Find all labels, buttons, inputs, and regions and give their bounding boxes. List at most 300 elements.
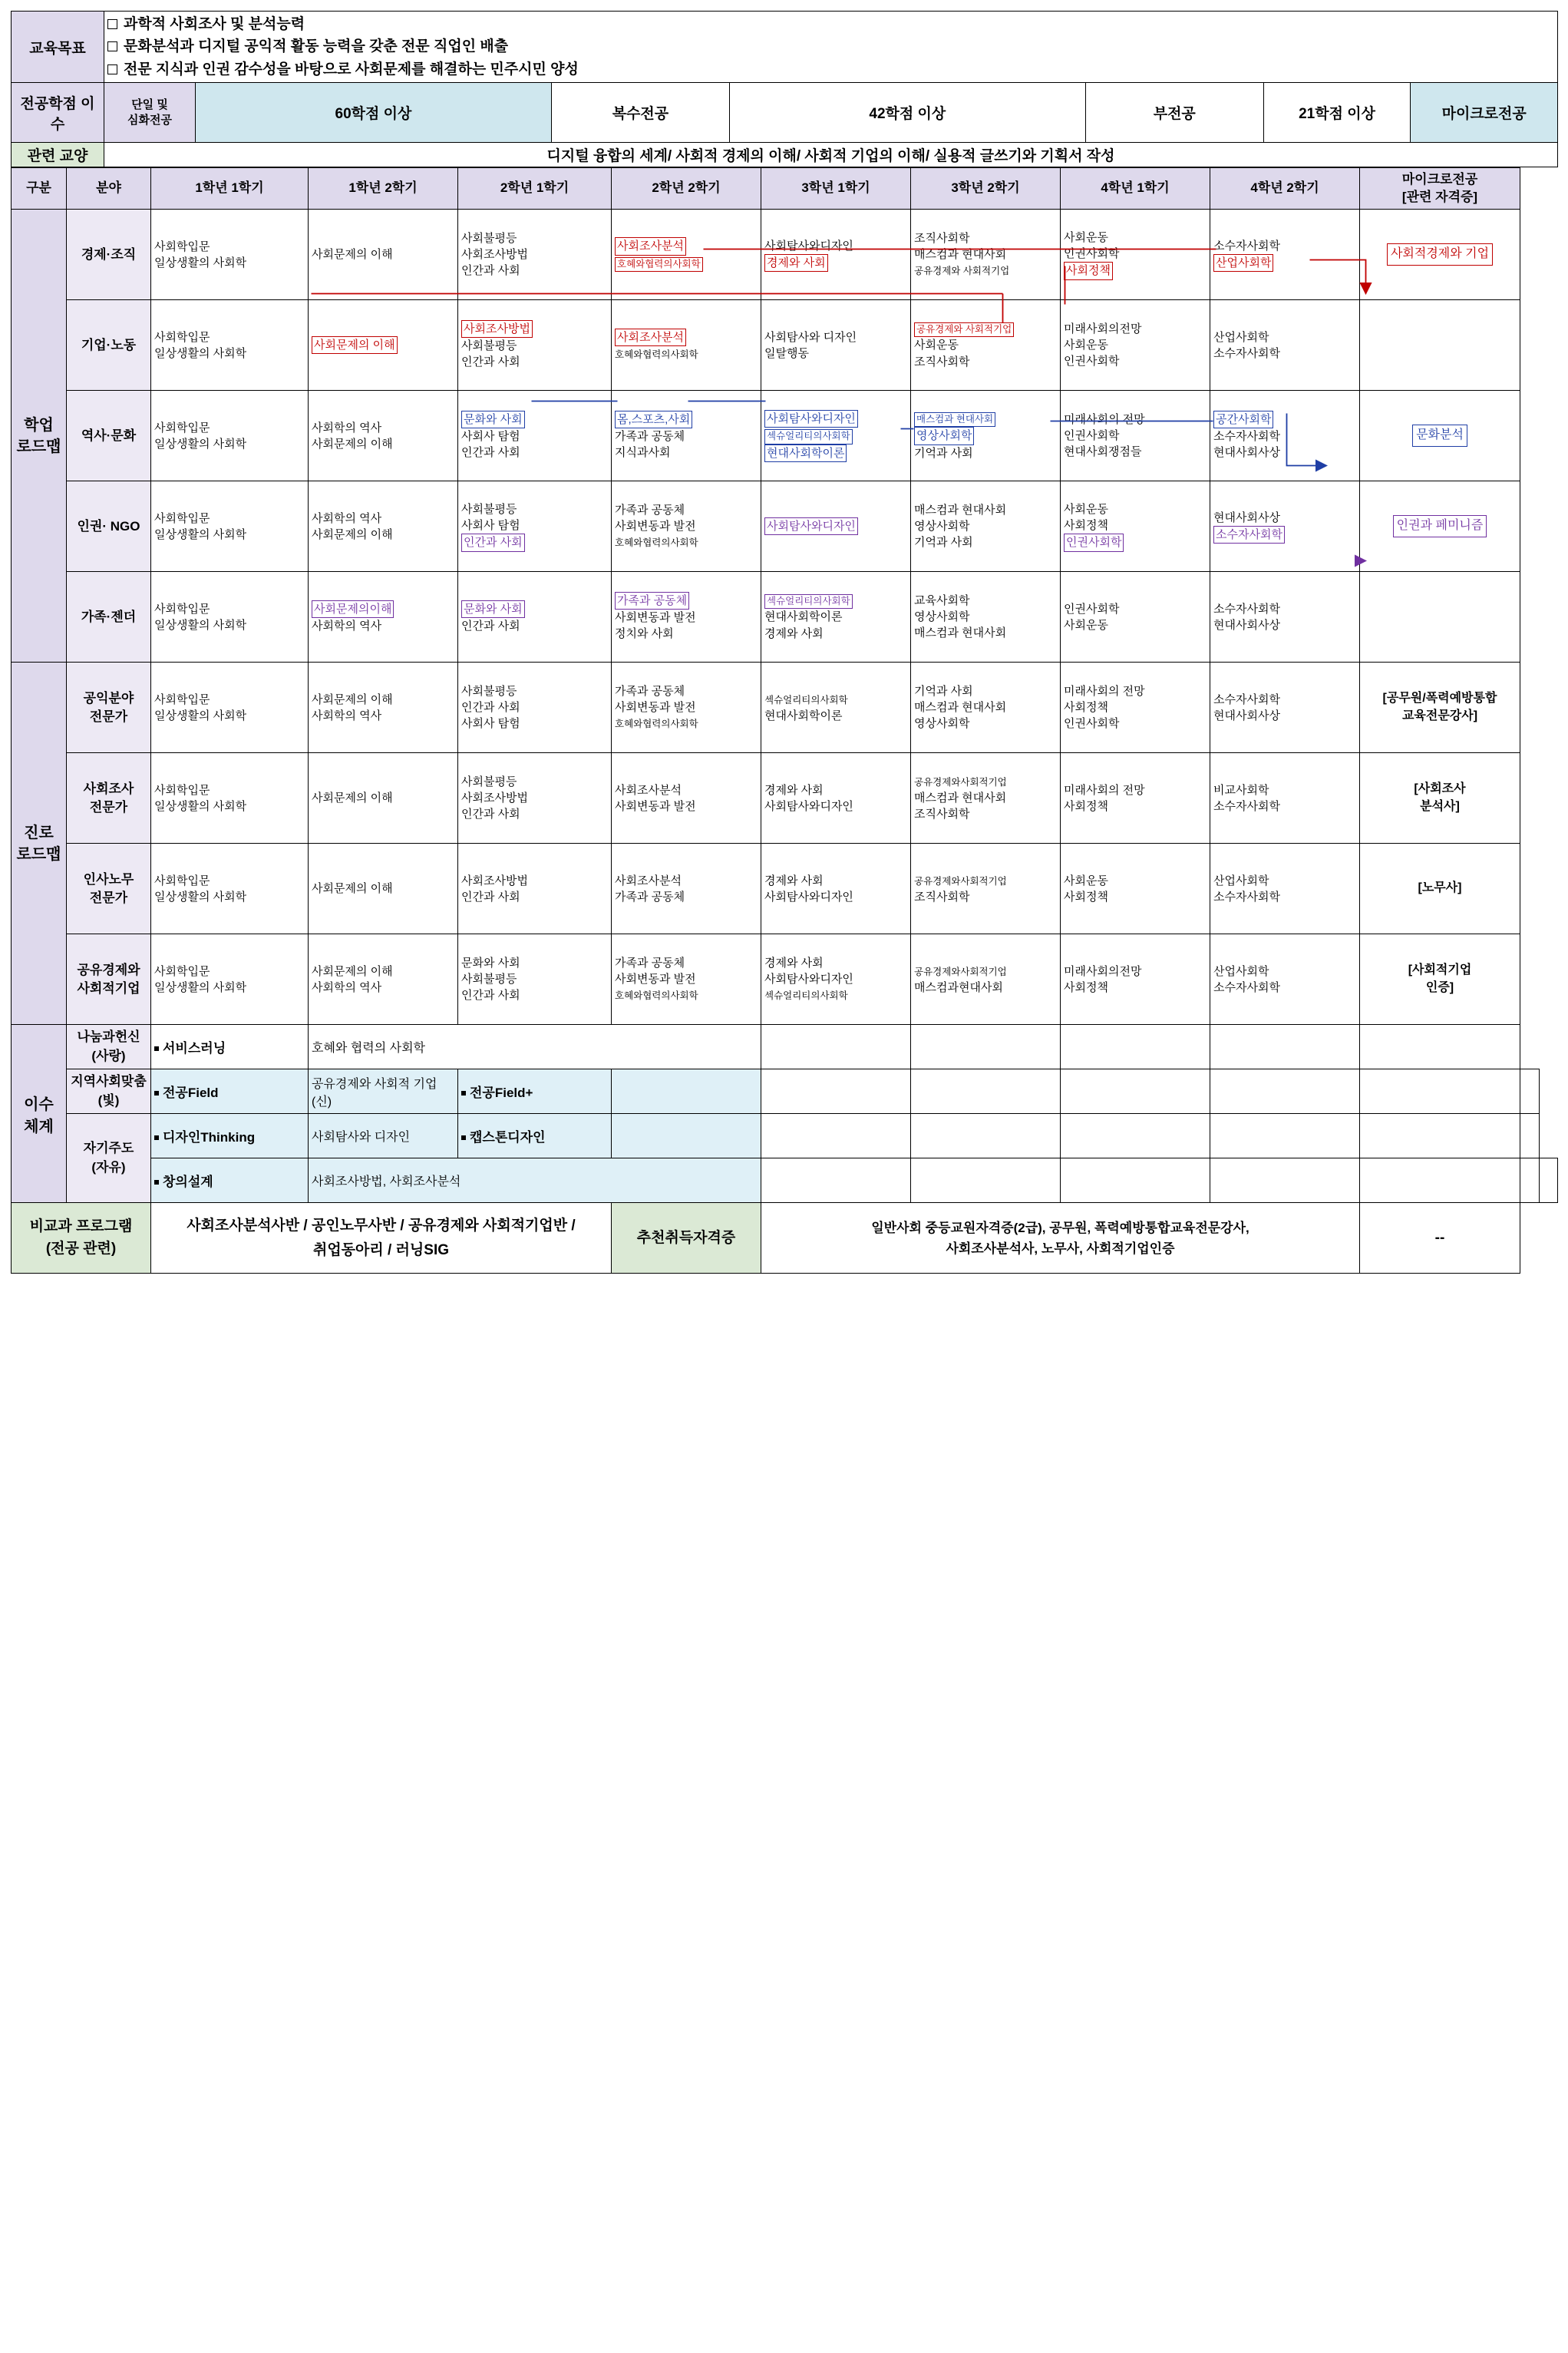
- course-item: [764, 517, 907, 535]
- course-label: 공유경제와 사회적기업: [914, 322, 1014, 338]
- course-cell: [1210, 572, 1360, 663]
- course-item: [615, 428, 758, 444]
- course-item: [1213, 444, 1356, 461]
- course-label: 기억과 사회: [914, 536, 973, 550]
- micro-major-cell: [1360, 300, 1520, 391]
- course-item: [914, 411, 1057, 428]
- course-label: 사회학입문: [154, 330, 210, 344]
- course-label: 사회학입문: [154, 874, 210, 887]
- course-item: [914, 683, 1057, 699]
- table-row: [12, 300, 1558, 391]
- course-item: [461, 517, 608, 534]
- course-item: [461, 230, 608, 246]
- course-label: 사회탐사와디자인: [764, 517, 858, 535]
- course-cell: [309, 300, 458, 391]
- certification-cell: [사회적기업 인증]: [1360, 934, 1520, 1025]
- course-label: 인권사회학: [1064, 534, 1124, 551]
- course-label: 매스컴과 현대사회: [914, 791, 1007, 805]
- table-row: [12, 481, 1558, 572]
- course-label: 사회조사분석: [615, 237, 686, 255]
- career-field-label: 공유경제와 사회적기업: [67, 934, 151, 1025]
- course-label: 호혜와협력의사회학: [615, 537, 698, 549]
- recommended-certification-label: 추천취득자격증: [612, 1203, 761, 1274]
- course-label: 호혜와협력의사회학: [615, 349, 698, 360]
- credit-name-0: 복수전공: [551, 83, 729, 143]
- course-item: [1213, 345, 1356, 362]
- course-label: 현대사회사상: [1213, 511, 1280, 524]
- course-label: 사회문제의 이해: [312, 437, 393, 451]
- micro-major-badge: 사회적경제와 기업: [1387, 243, 1493, 266]
- course-label: 사회탐사와디자인: [764, 890, 853, 904]
- course-item: [914, 593, 1057, 609]
- course-label: 사회문제의이해: [312, 600, 394, 618]
- course-item: [914, 246, 1057, 263]
- course-cell: [151, 934, 309, 1025]
- system-program-courses: 호혜와 협력의 사회학: [309, 1025, 761, 1069]
- course-label: 사회불평등: [461, 339, 517, 353]
- checkbox-icon: [107, 41, 117, 51]
- course-label: 사회변동과 발전: [615, 701, 696, 715]
- course-label: 사회문제의 이해: [312, 336, 398, 354]
- table-row: [12, 391, 1558, 481]
- bullet-icon: [154, 1135, 159, 1140]
- table-row: [12, 663, 1558, 753]
- roadmap-overlay-wrapper: [11, 167, 1560, 1274]
- course-label: 미래사회의 전망: [1064, 412, 1145, 426]
- course-item: [615, 715, 758, 732]
- course-cell: [1061, 663, 1210, 753]
- course-label: 매스컴과 현대사회: [914, 248, 1007, 262]
- course-label: 가족과 공동체: [615, 503, 685, 517]
- course-item: [461, 715, 608, 732]
- course-item: [914, 699, 1057, 715]
- empty-cell: [911, 1158, 1061, 1203]
- course-label: 사회조사분석: [615, 783, 682, 797]
- course-label: 미래사회의 전망: [1064, 684, 1145, 698]
- course-cell: [309, 844, 458, 934]
- career-field-label: 사회조사 전문가: [67, 753, 151, 844]
- course-cell: [458, 844, 612, 934]
- course-label: 사회조사분석: [615, 874, 682, 887]
- table-row: [12, 753, 1558, 844]
- major-credit-label: 전공학점 이수: [12, 83, 104, 143]
- empty-cell: [1360, 1025, 1520, 1069]
- course-label: 매스컴과 현대사회: [914, 412, 995, 428]
- course-label: 현대사회학이론: [764, 610, 843, 624]
- course-label: 소수자사회학: [1213, 239, 1280, 253]
- table-row: [12, 572, 1558, 663]
- course-item: [312, 881, 454, 897]
- course-item: [914, 502, 1057, 518]
- course-label: 사회탐사와디자인: [764, 410, 858, 428]
- career-roadmap-body: [12, 663, 1558, 1025]
- course-cell: [309, 481, 458, 572]
- course-item: [1064, 411, 1207, 428]
- course-item: [615, 329, 758, 346]
- course-cell: [458, 753, 612, 844]
- course-cell: [309, 663, 458, 753]
- course-item: [154, 963, 305, 980]
- course-item: [764, 955, 907, 971]
- course-label: 영상사회학: [914, 717, 970, 731]
- course-item: [312, 436, 454, 452]
- course-item: [764, 708, 907, 724]
- system-program-courses: [612, 1114, 761, 1158]
- course-label: 일상생활의 사회학: [154, 618, 247, 632]
- table-row: [12, 844, 1558, 934]
- course-item: [764, 873, 907, 889]
- course-cell: [1061, 572, 1210, 663]
- course-label: 일상생활의 사회학: [154, 980, 247, 994]
- course-item: [764, 971, 907, 987]
- course-item: [1064, 963, 1207, 980]
- course-cell: [612, 753, 761, 844]
- group-label-career: 진로 로드맵: [12, 663, 67, 1025]
- course-label: 산업사회학: [1213, 874, 1269, 887]
- course-label: 사회탐사와디자인: [764, 973, 853, 986]
- course-label: 인간과 사회: [461, 619, 520, 633]
- course-item: [914, 230, 1057, 246]
- course-cell: [612, 663, 761, 753]
- empty-cell: [1210, 1158, 1360, 1203]
- course-item: [1064, 428, 1207, 444]
- header-micro-major: 마이크로전공 [관련 자격증]: [1360, 168, 1520, 210]
- course-item: [914, 321, 1057, 338]
- course-item: [154, 420, 305, 436]
- course-item: [1064, 353, 1207, 369]
- course-cell: [612, 572, 761, 663]
- course-label: 사회변동과 발전: [615, 611, 696, 625]
- course-label: 섹슈얼리티의사회학: [764, 429, 853, 444]
- header-sem-4-2: 4학년 2학기: [1210, 168, 1360, 210]
- course-label: 문화와 사회: [461, 956, 520, 970]
- course-item: [154, 980, 305, 996]
- empty-cell: [761, 1158, 911, 1203]
- course-item: [1213, 980, 1356, 996]
- course-label: 경제와 사회: [764, 956, 824, 970]
- course-label: 사회정책: [1064, 890, 1108, 904]
- course-label: 사회변동과 발전: [615, 973, 696, 986]
- course-label: 호혜와협력의사회학: [615, 719, 698, 730]
- micro-major-cell: [1360, 572, 1520, 663]
- course-item: [1213, 963, 1356, 980]
- course-label: 영상사회학: [914, 520, 970, 534]
- system-program-courses: 사회탐사와 디자인: [309, 1114, 458, 1158]
- course-cell: [458, 934, 612, 1025]
- course-label: 사회조사방법: [461, 248, 528, 262]
- goal-item: 문화분석과 디지털 공익적 활동 능력을 갖춘 전문 직업인 배출: [124, 38, 509, 55]
- course-item: [615, 873, 758, 889]
- course-label: 공유경제와사회적기업: [914, 875, 1007, 887]
- course-label: 가족과 공동체: [615, 430, 685, 444]
- course-label: 사회운동: [1064, 618, 1108, 632]
- checkbox-icon: [107, 19, 117, 29]
- course-cell: [151, 572, 309, 663]
- course-item: [312, 420, 454, 436]
- course-cell: [612, 391, 761, 481]
- course-item: [615, 444, 758, 461]
- course-cell: [1061, 934, 1210, 1025]
- course-label: 사회문제의 이해: [312, 882, 393, 896]
- course-item: [1064, 246, 1207, 262]
- course-item: [154, 255, 305, 271]
- course-label: 인권사회학: [1064, 247, 1120, 261]
- course-item: [1064, 889, 1207, 905]
- course-label: 조직사회학: [914, 231, 970, 245]
- field-label: 경제·조직: [67, 210, 151, 300]
- header-sem-2-2: 2학년 2학기: [612, 168, 761, 210]
- course-item: [312, 790, 454, 806]
- course-item: [764, 987, 907, 1003]
- course-label: 인간과 사회: [461, 989, 520, 1003]
- no-value-cell: --: [1360, 1203, 1520, 1274]
- course-item: [1064, 782, 1207, 798]
- field-label: 기업·노동: [67, 300, 151, 391]
- course-cell: [612, 210, 761, 300]
- course-label: 소수자사회학: [1213, 890, 1280, 904]
- course-item: [154, 527, 305, 543]
- course-item: [1064, 617, 1207, 633]
- course-item: [154, 798, 305, 815]
- course-label: 일상생활의 사회학: [154, 527, 247, 541]
- course-item: [461, 320, 608, 338]
- course-label: 현대사회사상: [1213, 446, 1280, 460]
- course-cell: [911, 753, 1061, 844]
- course-cell: [911, 300, 1061, 391]
- course-item: [764, 626, 907, 642]
- course-label: 가족과 공동체: [615, 890, 685, 904]
- course-label: 사회조사방법: [461, 874, 528, 887]
- course-item: [764, 692, 907, 708]
- course-item: [914, 625, 1057, 641]
- course-item: [1213, 692, 1356, 708]
- course-cell: [761, 572, 911, 663]
- empty-cell: [1520, 1114, 1540, 1158]
- course-label: 가족과 공동체: [615, 684, 685, 698]
- course-cell: [911, 844, 1061, 934]
- course-item: [312, 336, 454, 354]
- course-item: [1064, 699, 1207, 715]
- recommended-certification-value: 일반사회 중등교원자격증(2급), 공무원, 폭력예방통합교육전문강사, 사회조사분석사, 노무사, 사회적기업인증: [761, 1203, 1360, 1274]
- header-field: 분야: [67, 168, 151, 210]
- course-item: [1064, 534, 1207, 551]
- course-label: 미래사회의전망: [1064, 964, 1142, 978]
- course-cell: [151, 753, 309, 844]
- system-program-key: 전공Field: [151, 1069, 309, 1114]
- course-label: 사회운동: [914, 339, 959, 352]
- course-cell: [612, 934, 761, 1025]
- course-label: 사회운동: [1064, 230, 1108, 244]
- course-label: 현대사회학이론: [764, 709, 843, 722]
- course-label: 사회불평등: [461, 775, 517, 788]
- course-label: 현대사회학이론: [764, 444, 847, 462]
- course-item: [1064, 873, 1207, 889]
- course-item: [1064, 980, 1207, 996]
- course-cell: [1210, 300, 1360, 391]
- course-item: [1064, 517, 1207, 534]
- course-item: [461, 263, 608, 279]
- course-label: 사회학입문: [154, 692, 210, 706]
- course-label: 사회조사방법: [461, 320, 533, 338]
- course-item: [312, 246, 454, 263]
- course-cell: [458, 210, 612, 300]
- course-label: 현대사회사상: [1213, 709, 1280, 722]
- course-item: [615, 626, 758, 642]
- course-label: 인간과 사회: [461, 808, 520, 821]
- course-item: [461, 987, 608, 1003]
- course-item: [461, 955, 608, 971]
- empty-cell: [911, 1069, 1061, 1114]
- course-label: 사회운동: [1064, 502, 1108, 516]
- course-item: [461, 534, 608, 551]
- table-row: [12, 1114, 1558, 1158]
- course-item: [312, 692, 454, 708]
- course-cell: [309, 934, 458, 1025]
- course-item: [615, 889, 758, 905]
- empty-cell: [1210, 1025, 1360, 1069]
- certification-cell: [사회조사 분석사]: [1360, 753, 1520, 844]
- course-label: 사회불평등: [461, 231, 517, 245]
- course-item: [615, 987, 758, 1003]
- course-item: [1064, 444, 1207, 460]
- course-item: [154, 345, 305, 362]
- course-label: 인간과 사회: [461, 446, 520, 460]
- course-item: [461, 338, 608, 354]
- course-label: 사회탐사와디자인: [764, 239, 853, 253]
- course-item: [461, 806, 608, 822]
- course-cell: [151, 300, 309, 391]
- course-label: 사회문제의 이해: [312, 248, 393, 262]
- course-item: [914, 889, 1057, 905]
- course-label: 몸,스포츠,사회: [615, 411, 692, 428]
- course-cell: [151, 391, 309, 481]
- course-item: [312, 511, 454, 527]
- course-label: 경제와 사회: [764, 783, 824, 797]
- empty-cell: [761, 1069, 911, 1114]
- course-label: 사회정책: [1064, 519, 1108, 533]
- course-label: 사회학의 역사: [312, 619, 382, 633]
- career-field-label: 공익분야 전문가: [67, 663, 151, 753]
- course-item: [312, 527, 454, 543]
- course-item: [312, 618, 454, 634]
- course-item: [764, 329, 907, 345]
- course-item: [154, 601, 305, 617]
- course-label: 사회학입문: [154, 421, 210, 435]
- course-item: [154, 708, 305, 724]
- system-program-courses: 사회조사방법, 사회조사분석: [309, 1158, 761, 1203]
- empty-cell: [1210, 1069, 1360, 1114]
- course-item: [461, 889, 608, 905]
- course-cell: [612, 300, 761, 391]
- course-label: 조직사회학: [914, 808, 970, 821]
- course-label: 일상생활의 사회학: [154, 799, 247, 813]
- course-item: [1213, 708, 1356, 724]
- course-label: 경제와 사회: [764, 254, 828, 272]
- course-item: [461, 971, 608, 987]
- course-label: 산업사회학: [1213, 330, 1269, 344]
- course-cell: [151, 481, 309, 572]
- credit-value-0: 60학점 이상: [196, 83, 552, 143]
- education-goal-table: [11, 11, 1558, 167]
- course-item: [312, 708, 454, 724]
- course-label: 소수자사회학: [1213, 430, 1280, 444]
- course-item: [1064, 262, 1207, 279]
- course-label: 사회학입문: [154, 511, 210, 525]
- checkbox-icon: [107, 64, 117, 74]
- system-category-label: 자기주도 (자유): [67, 1114, 151, 1203]
- header-division: 구분: [12, 168, 67, 210]
- course-label: 소수자사회학: [1213, 602, 1280, 616]
- credit-value-1: 42학점 이상: [729, 83, 1085, 143]
- course-label: 문화와 사회: [461, 411, 525, 428]
- course-item: [1064, 683, 1207, 699]
- course-item: [615, 683, 758, 699]
- course-item: [461, 501, 608, 517]
- bullet-icon: [154, 1046, 159, 1051]
- empty-cell: [761, 1025, 911, 1069]
- course-item: [764, 410, 907, 428]
- course-item: [1213, 601, 1356, 617]
- course-cell: [761, 844, 911, 934]
- course-item: [764, 444, 907, 462]
- course-item: [615, 411, 758, 428]
- course-label: 기억과 사회: [914, 446, 973, 460]
- empty-cell: [911, 1025, 1061, 1069]
- group-label-system: 이수 체계: [12, 1025, 67, 1203]
- table-row: [12, 1025, 1558, 1069]
- course-item: [914, 873, 1057, 889]
- course-label: 사회운동: [1064, 339, 1108, 352]
- course-item: [461, 618, 608, 634]
- course-item: [1064, 337, 1207, 353]
- course-label: 문화와 사회: [461, 600, 525, 618]
- course-label: 인권사회학: [1064, 717, 1120, 731]
- course-item: [764, 609, 907, 625]
- course-item: [154, 889, 305, 905]
- course-label: 산업사회학: [1213, 964, 1269, 978]
- extracurricular-row: [12, 1203, 1558, 1274]
- course-item: [914, 263, 1057, 279]
- system-category-label: 나눔과헌신 (사랑): [67, 1025, 151, 1069]
- empty-cell: [1210, 1114, 1360, 1158]
- course-label: 일상생활의 사회학: [154, 437, 247, 451]
- course-cell: [761, 934, 911, 1025]
- empty-cell: [1520, 1069, 1540, 1114]
- course-cell: [309, 753, 458, 844]
- extracurricular-body: [12, 1203, 1558, 1274]
- course-label: 사회탐사와디자인: [764, 799, 853, 813]
- course-item: [914, 427, 1057, 444]
- course-item: [461, 428, 608, 444]
- bullet-icon: [461, 1091, 466, 1096]
- course-item: [461, 600, 608, 618]
- course-label: 공유경제와 사회적기업: [914, 266, 1010, 277]
- related-liberal-arts-label: 관련 교양: [12, 143, 104, 167]
- system-category-label: 지역사회맞춤 (빛): [67, 1069, 151, 1114]
- header-sem-2-1: 2학년 1학기: [458, 168, 612, 210]
- course-label: 지식과사회: [615, 446, 671, 460]
- roadmap-main-table: [11, 167, 1558, 1274]
- course-item: [914, 790, 1057, 806]
- course-cell: [911, 481, 1061, 572]
- course-item: [154, 329, 305, 345]
- extracurricular-programs: 사회조사분석사반 / 공인노무사반 / 공유경제와 사회적기업반 / 취업동아리 / 러닝SIG: [151, 1203, 612, 1274]
- system-program-key: 서비스러닝: [151, 1025, 309, 1069]
- course-item: [615, 610, 758, 626]
- empty-cell: [1360, 1158, 1520, 1203]
- table-row: [12, 1158, 1558, 1203]
- course-label: 미래사회의전망: [1064, 322, 1142, 335]
